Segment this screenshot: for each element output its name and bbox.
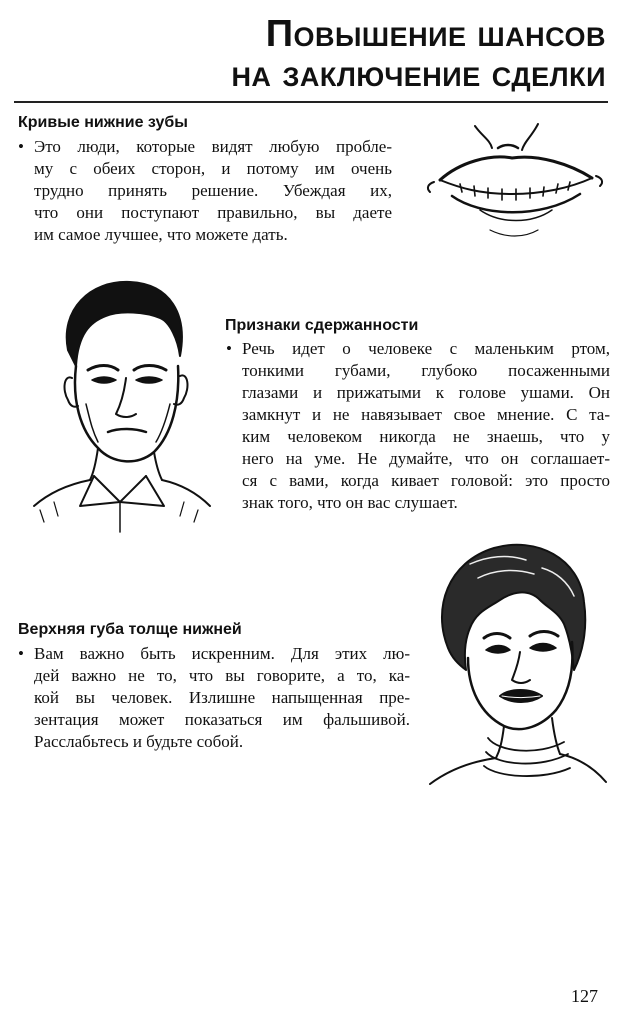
page-title-line-1: Повышение шансов: [265, 13, 606, 55]
bullet-marker: •: [18, 644, 24, 663]
text-line: Расслабьтесь и будьте собой.: [34, 732, 244, 751]
text-line: Речь идет о человеке с маленьким ртом,: [242, 339, 610, 358]
bullet-marker: •: [226, 339, 232, 358]
text-line: Вам важно быть искренним. Для этих лю-: [34, 644, 410, 663]
woman-portrait-illustration: [418, 538, 610, 788]
text-line: глазами и прижатыми к голове ушами. Он: [242, 383, 610, 402]
text-line: замкнут и не навязывает свое мнение. С та-: [242, 405, 610, 424]
text-line: му с обеих сторон, и потому им очень: [34, 159, 392, 178]
mouth-teeth-illustration: [420, 118, 610, 248]
text-line: Это люди, которые видят любую пробле-: [34, 137, 392, 156]
text-line: им самое лучшее, что можете дать.: [34, 225, 288, 244]
section-text-crooked-teeth: [18, 136, 392, 246]
page-title-line-2: на заключение сделки: [231, 53, 606, 95]
text-line: зентация может показаться им фальшивой.: [34, 710, 410, 729]
text-line: него на уме. Не думайте, что он соглашает-: [242, 449, 610, 468]
text-line: что они поступают правильно, вы даете: [34, 203, 392, 222]
section-text-upper-lip: [18, 643, 410, 753]
bullet-marker: •: [18, 137, 24, 156]
text-line: тонкими губами, глубоко посаженными: [242, 361, 610, 380]
text-line: ся с вами, когда кивает головой: это просто: [242, 471, 610, 490]
section-heading-upper-lip: Верхняя губа толще нижней: [18, 621, 242, 638]
section-heading-restraint: Признаки сдержанности: [225, 317, 419, 334]
page-title: [231, 14, 606, 94]
text-line: знак того, что он вас слушает.: [242, 493, 458, 512]
text-line: дей важно не то, что вы говорите, а то, ка-: [34, 666, 410, 685]
section-text-restraint: [226, 338, 610, 514]
text-line: трудно принять решение. Убеждая их,: [34, 181, 392, 200]
man-portrait-illustration: [20, 270, 220, 535]
text-line: кой вы человек. Излишне напыщенная пре-: [34, 688, 410, 707]
text-line: ким человеком никогда не знаешь, что у: [242, 427, 610, 446]
title-divider: [14, 101, 608, 103]
page-number: 127: [571, 986, 598, 1006]
section-heading-crooked-teeth: Кривые нижние зубы: [18, 114, 188, 131]
